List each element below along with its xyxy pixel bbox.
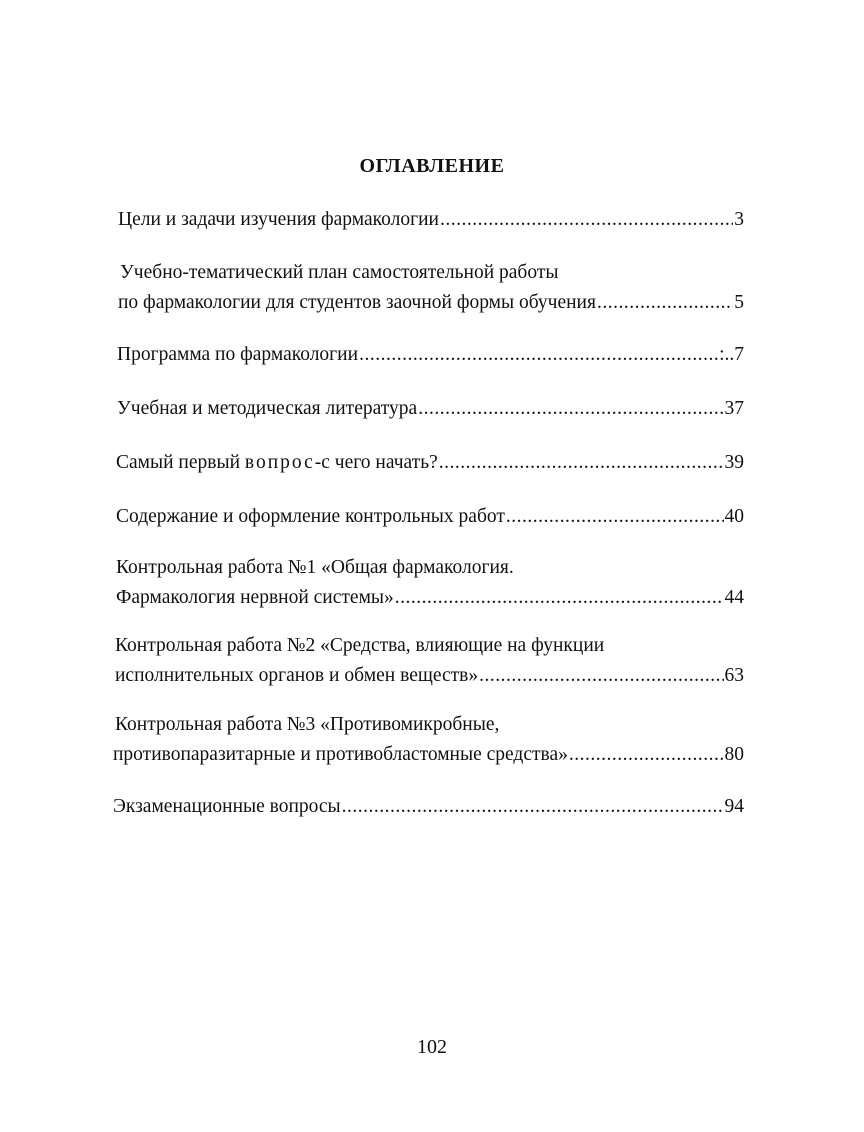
toc-entry-content-design (116, 502, 744, 532)
toc-line (117, 340, 744, 370)
toc-entry-text: Экзаменационные вопросы (113, 796, 341, 817)
toc-entry-study-plan (118, 258, 744, 318)
toc-line (118, 288, 744, 318)
toc-entry-test-2 (115, 631, 744, 691)
toc-page-number: 44 (724, 587, 744, 608)
toc-entry-text: по фармакологии для студентов заочной формы обучения (118, 292, 596, 313)
toc-entry-text-line: Контрольная работа №1 «Общая фармакология. (116, 557, 514, 578)
toc-entry-text: противопаразитарные и противобластомные средства» (113, 744, 568, 765)
toc-entry-text: Фармакология нервной системы» (116, 587, 394, 608)
toc-entry-text-line: Контрольная работа №2 «Средства, влияющие на функции (115, 635, 605, 656)
toc-page-number: 5 (734, 292, 744, 313)
toc-page-number: :..7 (719, 344, 744, 365)
toc-entry-text: Цели и задачи изучения фармакологии (118, 209, 439, 230)
dot-leader (395, 583, 724, 613)
toc-line (118, 205, 744, 235)
toc-page-number: 3 (734, 209, 744, 230)
dot-leader (418, 394, 723, 424)
toc-entry-text-part: Самый первый (116, 452, 245, 473)
toc-page-number: 39 (724, 452, 744, 473)
toc-line (113, 740, 744, 770)
toc-entry-literature (117, 394, 744, 424)
toc-entry-exam-questions (113, 792, 744, 822)
toc-entry-text-part: -с чего начать? (314, 452, 438, 473)
dot-leader (439, 448, 724, 478)
toc-entry-test-3 (113, 710, 744, 770)
toc-entry-text: Содержание и оформление контрольных работ (116, 506, 505, 527)
dot-leader (506, 502, 724, 532)
toc-entry-first-question (116, 448, 744, 478)
toc-entry-text-line: Учебно-тематический план самостоятельной работы (120, 262, 559, 283)
toc-page-number: 80 (724, 744, 744, 765)
toc-page-number: 63 (724, 665, 744, 686)
page-number: 102 (417, 1036, 447, 1058)
toc-entry-text (116, 448, 438, 478)
toc-entry-text: исполнительных органов и обмен веществ» (115, 665, 479, 686)
toc-entry-test-1 (116, 553, 744, 613)
dot-leader (569, 740, 724, 770)
toc-entry-text: Программа по фармакологии (117, 344, 359, 365)
toc-page-number: 37 (724, 398, 744, 419)
toc-line (116, 583, 744, 613)
dot-leader (359, 340, 718, 370)
dot-leader (597, 288, 733, 318)
toc-line (115, 661, 744, 691)
toc-entry-text: Учебная и методическая литература (117, 398, 418, 419)
dot-leader (342, 792, 724, 822)
toc-title: ОГЛАВЛЕНИЕ (359, 155, 505, 177)
toc-page-number: 94 (724, 796, 744, 817)
toc-entry-program (117, 340, 744, 370)
toc-entry-text-part-spaced: вопрос (244, 452, 315, 473)
toc-entry-text-line: Контрольная работа №3 «Противомикробные, (115, 714, 500, 735)
toc-page-number: 40 (724, 506, 744, 527)
toc-line (113, 792, 744, 822)
toc-line (116, 448, 744, 478)
toc-line (116, 502, 744, 532)
toc-line (117, 394, 744, 424)
dot-leader (440, 205, 733, 235)
toc-entry-goals (118, 205, 744, 235)
dot-leader (479, 661, 723, 691)
